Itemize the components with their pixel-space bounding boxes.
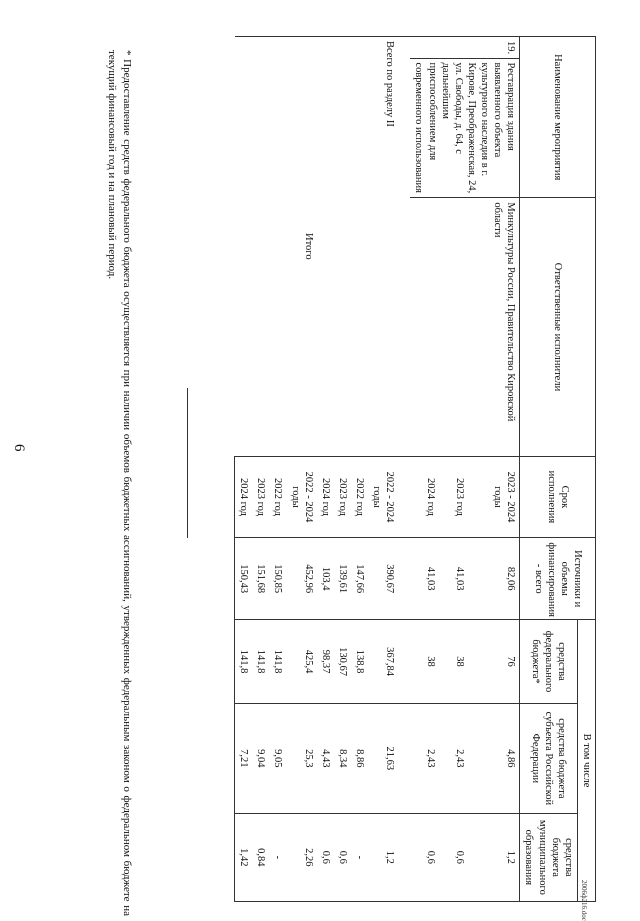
total-cell: 41,03 [439,538,468,620]
header-executors: Ответственные исполнители [520,198,596,456]
total-cell: 390,67 [368,538,410,620]
total-cell: 139,61 [334,538,351,620]
federal-cell: 141,8 [252,620,269,704]
total-cell: 82,06 [468,538,520,620]
header-term: Срок исполнения [520,456,596,538]
total-cell: 150,85 [269,538,286,620]
term-cell: 2022 - 2024 годы [287,456,317,538]
federal-cell: 425,4 [287,620,317,704]
municipal-cell: - [351,813,368,901]
item-number: 19. [410,37,520,59]
item-executors: Минкультуры России, Правительство Кировской области [410,198,520,456]
regional-cell: 2,43 [439,704,468,814]
item-name: Реставрация здания выявленного объекта культурного наследия в г. Кирове, Преображенская, 24, ул. Свободы, д. 64, с дальнейшим приспособлением для современного использования [410,58,520,198]
document-code: 2006ф216.doc [580,880,588,921]
term-cell: 2024 год [235,456,253,538]
header-federal: средства федерального бюджета* [520,620,578,704]
table-row [368,37,410,902]
table-row [468,37,520,902]
regional-cell: 2,43 [410,704,439,814]
regional-cell: 4,86 [468,704,520,814]
rotated-page-content [56,36,596,916]
regional-cell: 9,04 [252,704,269,814]
term-cell: 2023 год [334,456,351,538]
federal-cell: 38 [439,620,468,704]
regional-cell: 8,86 [351,704,368,814]
municipal-cell: 0,6 [334,813,351,901]
municipal-cell: 1,2 [368,813,410,901]
section-total-label: Всего по разделу II [317,37,411,457]
municipal-cell: 0,84 [252,813,269,901]
regional-cell: 9,05 [269,704,286,814]
regional-cell: 4,43 [317,704,334,814]
header-regional: средства бюджета субъекта Российской Федерации [520,704,578,814]
federal-cell: 98,37 [317,620,334,704]
regional-cell: 21,63 [368,704,410,814]
total-cell: 147,66 [351,538,368,620]
regional-cell: 7,21 [235,704,253,814]
term-cell: 2024 год [410,456,439,538]
municipal-cell: 0,6 [410,813,439,901]
federal-cell: 141,8 [235,620,253,704]
header-total: Источники и объемы финансирования - всего [520,538,596,620]
total-cell: 150,43 [235,538,253,620]
term-cell: 2022 год [269,456,286,538]
term-cell: 2024 год [317,456,334,538]
total-cell: 452,96 [287,538,317,620]
term-cell: 2023 год [439,456,468,538]
federal-cell: 130,67 [334,620,351,704]
financing-table [234,36,596,902]
separator-line [187,388,188,538]
header-name: Наименование мероприятия [520,37,596,198]
municipal-cell: 2,26 [287,813,317,901]
grand-total-label: Итого [235,37,317,457]
footnote: * Предоставление средств федерального бюджета осуществляется при наличии объемов бюджетных ассигнований, утвержденных федеральным законом о федеральном бюджете на текущий финансовый год и на плановый период. [106,50,133,916]
term-cell: 2023 год [252,456,269,538]
table-row [287,37,317,902]
header-municipal: средства бюджета муниципального образования [520,813,578,901]
page-number: 6 [11,444,27,452]
municipal-cell: 1,42 [235,813,253,901]
total-cell: 151,68 [252,538,269,620]
municipal-cell: - [269,813,286,901]
total-cell: 41,03 [410,538,439,620]
federal-cell: 38 [410,620,439,704]
municipal-cell: 0,6 [439,813,468,901]
federal-cell: 138,8 [351,620,368,704]
federal-cell: 76 [468,620,520,704]
municipal-cell: 1,2 [468,813,520,901]
total-cell: 103,4 [317,538,334,620]
regional-cell: 8,34 [334,704,351,814]
federal-cell: 141,8 [269,620,286,704]
regional-cell: 25,3 [287,704,317,814]
header-including: В том числе [577,620,595,902]
municipal-cell: 0,6 [317,813,334,901]
term-cell: 2022 год [351,456,368,538]
term-cell: 2022 - 2024 годы [368,456,410,538]
term-cell: 2023 - 2024 годы [468,456,520,538]
federal-cell: 367,84 [368,620,410,704]
